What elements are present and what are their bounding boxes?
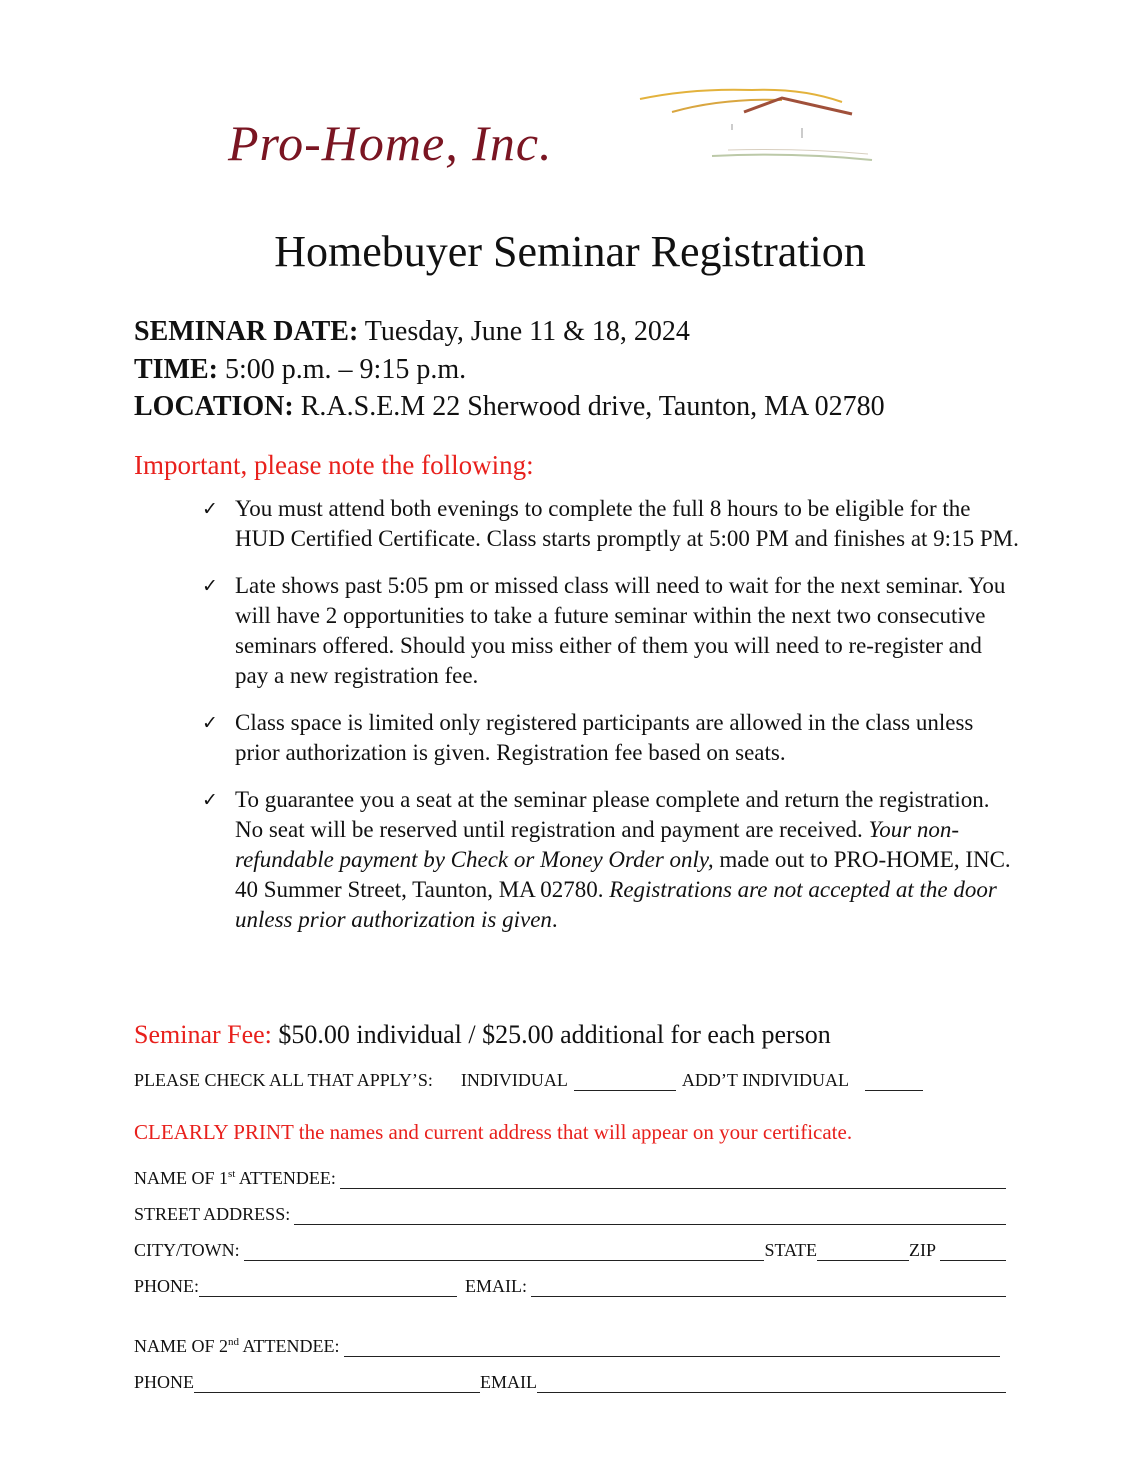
- list-item: [200, 494, 1020, 554]
- attendee1-name-field[interactable]: [340, 1172, 1006, 1189]
- email2-label: EMAIL: [480, 1372, 538, 1392]
- seminar-fee: [134, 1020, 831, 1050]
- bullet-text-italic: Your non-refundable payment by Check or Money Order only,: [235, 817, 960, 872]
- bullet-text: Late shows past 5:05 pm or missed class will need to wait for the next seminar. You will have 2 opportunities to take a future seminar within the next two consecutive seminars offered. Should you miss either of them you will need to re-register and pay a new registration fee.: [235, 573, 1006, 688]
- phone2-field[interactable]: [194, 1376, 480, 1393]
- check-icon: ✓: [202, 575, 218, 597]
- state-field[interactable]: [817, 1244, 909, 1261]
- street-address-label: STREET ADDRESS:: [134, 1204, 291, 1224]
- city-label: CITY/TOWN:: [134, 1240, 240, 1260]
- state-label: STATE: [764, 1240, 817, 1260]
- seminar-date-label: SEMINAR DATE:: [134, 316, 359, 347]
- bullet-text: To guarantee you a seat at the seminar please complete and return the registration. No seat will be reserved until registration and payment are received.: [235, 787, 990, 842]
- bullet-text: .: [551, 907, 558, 932]
- list-item: [200, 571, 1020, 691]
- bullet-text: made out to PRO-HOME, INC. 40 Summer Street, Taunton, MA 02780.: [235, 847, 1011, 902]
- seminar-fee-label: Seminar Fee:: [134, 1020, 272, 1049]
- logo-text: Pro-Home, Inc.: [228, 115, 553, 171]
- additional-individual-label: ADD’T INDIVIDUAL: [681, 1070, 850, 1090]
- individual-label: INDIVIDUAL: [460, 1070, 568, 1090]
- check-icon: ✓: [202, 789, 218, 811]
- bullet-text-italic: Registrations are not accepted at the door unless prior authorization is given: [235, 877, 997, 932]
- clearly-print-note: CLEARLY PRINT the names and current address that will appear on your certificate.: [134, 1120, 853, 1144]
- street-address-field[interactable]: [294, 1208, 1006, 1225]
- individual-check-field[interactable]: [574, 1074, 676, 1091]
- seminar-date: [134, 316, 690, 348]
- house-roof-icon: [632, 84, 882, 174]
- phone-label: PHONE:: [134, 1276, 200, 1296]
- additional-individual-check-field[interactable]: [865, 1074, 923, 1091]
- attendee2-name-label: NAME OF 2nd ATTENDEE:: [134, 1336, 340, 1356]
- zip-field[interactable]: [940, 1244, 1006, 1261]
- check-icon: ✓: [202, 712, 218, 734]
- phone-field[interactable]: [199, 1280, 457, 1297]
- important-heading: Important, please note the following:: [134, 450, 534, 480]
- email2-field[interactable]: [537, 1376, 1006, 1393]
- seminar-time: [134, 354, 466, 386]
- list-item: [200, 708, 1020, 768]
- check-all-row: [134, 1070, 923, 1091]
- seminar-location: [134, 391, 885, 423]
- seminar-date-value: Tuesday, June 11 & 18, 2024: [358, 316, 690, 347]
- bullet-text: Class space is limited only registered participants are allowed in the class unless prior authorization is given. Registration fee based on seats.: [235, 710, 974, 765]
- seminar-time-value: 5:00 p.m. – 9:15 p.m.: [218, 354, 467, 385]
- attendee2-phone-email-row: [134, 1372, 1006, 1393]
- email-label: EMAIL:: [465, 1276, 528, 1296]
- attendee2-name-row: [134, 1336, 1000, 1357]
- list-item: [200, 785, 1020, 935]
- city-state-zip-row: [134, 1240, 1006, 1261]
- city-field[interactable]: [244, 1244, 765, 1261]
- seminar-location-value: R.A.S.E.M 22 Sherwood drive, Taunton, MA 02780: [293, 391, 885, 422]
- attendee1-name-row: [134, 1168, 1006, 1189]
- seminar-location-label: LOCATION:: [134, 391, 294, 422]
- check-icon: ✓: [202, 498, 218, 520]
- phone-email-row: [134, 1276, 1006, 1297]
- company-logo: [222, 84, 882, 184]
- attendee1-name-label: NAME OF 1st ATTENDEE:: [134, 1168, 336, 1188]
- phone2-label: PHONE: [134, 1372, 195, 1392]
- bullet-text: You must attend both evenings to complete the full 8 hours to be eligible for the HUD Certified Certificate. Class starts promptly at 5:00 PM and finishes at 9:15 PM.: [235, 496, 1019, 551]
- check-all-label: PLEASE CHECK ALL THAT APPLY’S:: [134, 1070, 433, 1090]
- email-field[interactable]: [531, 1280, 1006, 1297]
- zip-label: ZIP: [909, 1240, 936, 1260]
- page-title: Homebuyer Seminar Registration: [274, 227, 866, 276]
- important-list: [200, 494, 1020, 952]
- attendee2-name-field[interactable]: [344, 1340, 1000, 1357]
- seminar-fee-value: $50.00 individual / $25.00 additional for each person: [271, 1020, 831, 1049]
- street-address-row: [134, 1204, 1006, 1225]
- seminar-time-label: TIME:: [134, 354, 218, 385]
